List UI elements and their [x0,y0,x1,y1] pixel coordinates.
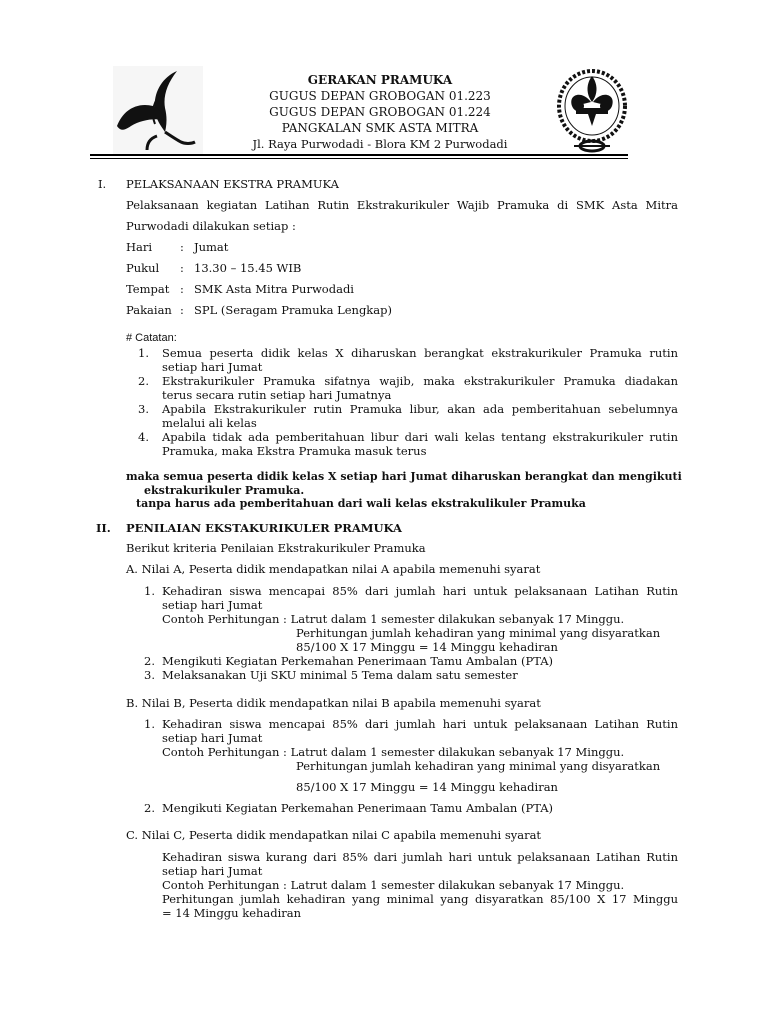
pangkalan: PANGKALAN SMK ASTA MITRA [281,121,479,135]
grade-a-item-2: Mengikuti Kegiatan Perkemahan Penerimaan Tamu Ambalan (PTA) [162,654,554,668]
item-number: 3. [144,668,155,682]
schedule-colon: : [180,240,184,254]
section-2-title: PENILAIAN EKSTAKURIKULER PRAMUKA [126,521,402,535]
note-line: Ekstrakurikuler Pramuka sifatnya wajib, maka ekstrakurikuler Pramuka diadakan [162,374,678,388]
grade-b-example: Perhitungan jumlah kehadiran yang minimal yang disyaratkan [296,759,661,773]
grade-b-item-1-cont: setiap hari Jumat [162,731,263,745]
grade-b-example: Contoh Perhitungan : Latrut dalam 1 semester dilakukan sebanyak 17 Minggu. [162,745,625,759]
schedule-value: SMK Asta Mitra Purwodadi [194,282,354,296]
grade-a-example: Contoh Perhitungan : Latrut dalam 1 semester dilakukan sebanyak 17 Minggu. [162,612,625,626]
schedule-label: Pukul [126,261,160,275]
grade-c-line: Kehadiran siswa kurang dari 85% dari jumlah hari untuk pelaksanaan Latihan Rutin [162,850,678,864]
item-number: 2. [144,801,155,815]
grade-c-line: Contoh Perhitungan : Latrut dalam 1 semester dilakukan sebanyak 17 Minggu. [162,878,625,892]
item-number: 2. [144,654,155,668]
grade-c-line: = 14 Minggu kehadiran [162,906,302,920]
note-line: Apabila Ekstrakurikuler rutin Pramuka libur, akan ada pemberitahuan sebelumnya [162,402,678,416]
address: Jl. Raya Purwodadi - Blora KM 2 Purwodadi [252,137,508,151]
section-2-intro: Berikut kriteria Penilaian Ekstrakurikuler Pramuka [126,541,426,555]
notes-title: # Catatan: [126,332,177,344]
note-line: terus secara rutin setiap hari Jumatnya [162,388,392,402]
note-number: 2. [138,374,149,388]
grade-c-line: Perhitungan jumlah kehadiran yang minimal yang disyaratkan 85/100 X 17 Minggu [162,892,678,906]
grade-a-item-3: Melaksanakan Uji SKU minimal 5 Tema dalam satu semester [162,668,518,682]
header-rule-thick [90,154,628,156]
section-1-title: PELAKSANAAN EKSTRA PRAMUKA [126,177,339,191]
note-line: Pramuka, maka Ekstra Pramuka masuk terus [162,444,427,458]
item-number: 1. [144,584,155,598]
schedule-label: Hari [126,240,153,254]
schedule-value: 13.30 – 15.45 WIB [194,261,302,275]
tunas-kelapa-logo [113,66,203,154]
schedule-label: Pakaian [126,303,172,317]
note-number: 1. [138,346,149,360]
schedule-label: Tempat [126,282,170,296]
schedule-value: SPL (Seragam Pramuka Lengkap) [194,303,392,317]
grade-a-title: A. Nilai A, Peserta didik mendapatkan nilai A apabila memenuhi syarat [126,562,541,576]
bold-note-3: tanpa harus ada pemberitahuan dari wali kelas ekstrakulikuler Pramuka [136,497,586,510]
schedule-value: Jumat [194,240,229,254]
grade-b-item-2: Mengikuti Kegiatan Perkemahan Penerimaan Tamu Ambalan (PTA) [162,801,554,815]
pramuka-emblem [554,64,630,156]
header-rule-thin [90,158,628,159]
grade-b-item-1: Kehadiran siswa mencapai 85% dari jumlah hari untuk pelaksanaan Latihan Rutin [162,717,678,731]
grade-a-example: Perhitungan jumlah kehadiran yang minimal yang disyaratkan [296,626,661,640]
grade-c-title: C. Nilai C, Peserta didik mendapatkan nilai C apabila memenuhi syarat [126,828,542,842]
note-line: setiap hari Jumat [162,360,263,374]
section-2-number: II. [96,521,111,535]
schedule-colon: : [180,303,184,317]
gudep-2: GUGUS DEPAN GROBOGAN 01.224 [269,105,491,119]
grade-c-line: setiap hari Jumat [162,864,263,878]
org-name: GERAKAN PRAMUKA [307,73,453,87]
bold-note-2: ekstrakurikuler Pramuka. [144,484,305,497]
grade-a-item-1: Kehadiran siswa mencapai 85% dari jumlah hari untuk pelaksanaan Latihan Rutin [162,584,678,598]
bold-note-1: maka semua peserta didik kelas X setiap hari Jumat diharuskan berangkat dan mengikuti [126,470,682,483]
grade-b-title: B. Nilai B, Peserta didik mendapatkan nilai B apabila memenuhi syarat [126,696,541,710]
intro-line-1: Pelaksanaan kegiatan Latihan Rutin Ekstrakurikuler Wajib Pramuka di SMK Asta Mitra [126,198,678,212]
grade-a-example: 85/100 X 17 Minggu = 14 Minggu kehadiran [296,640,558,654]
item-number: 1. [144,717,155,731]
section-1-number: I. [98,177,107,191]
note-number: 3. [138,402,149,416]
note-line: melalui ali kelas [162,416,257,430]
schedule-colon: : [180,261,184,275]
schedule-colon: : [180,282,184,296]
note-number: 4. [138,430,149,444]
grade-a-item-1-cont: setiap hari Jumat [162,598,263,612]
note-line: Apabila tidak ada pemberitahuan libur dari wali kelas tentang ekstrakurikuler rutin [162,430,678,444]
grade-b-example: 85/100 X 17 Minggu = 14 Minggu kehadiran [296,780,558,794]
note-line: Semua peserta didik kelas X diharuskan berangkat ekstrakurikuler Pramuka rutin [162,346,678,360]
gudep-1: GUGUS DEPAN GROBOGAN 01.223 [269,89,491,103]
intro-line-2: Purwodadi dilakukan setiap : [126,219,296,233]
